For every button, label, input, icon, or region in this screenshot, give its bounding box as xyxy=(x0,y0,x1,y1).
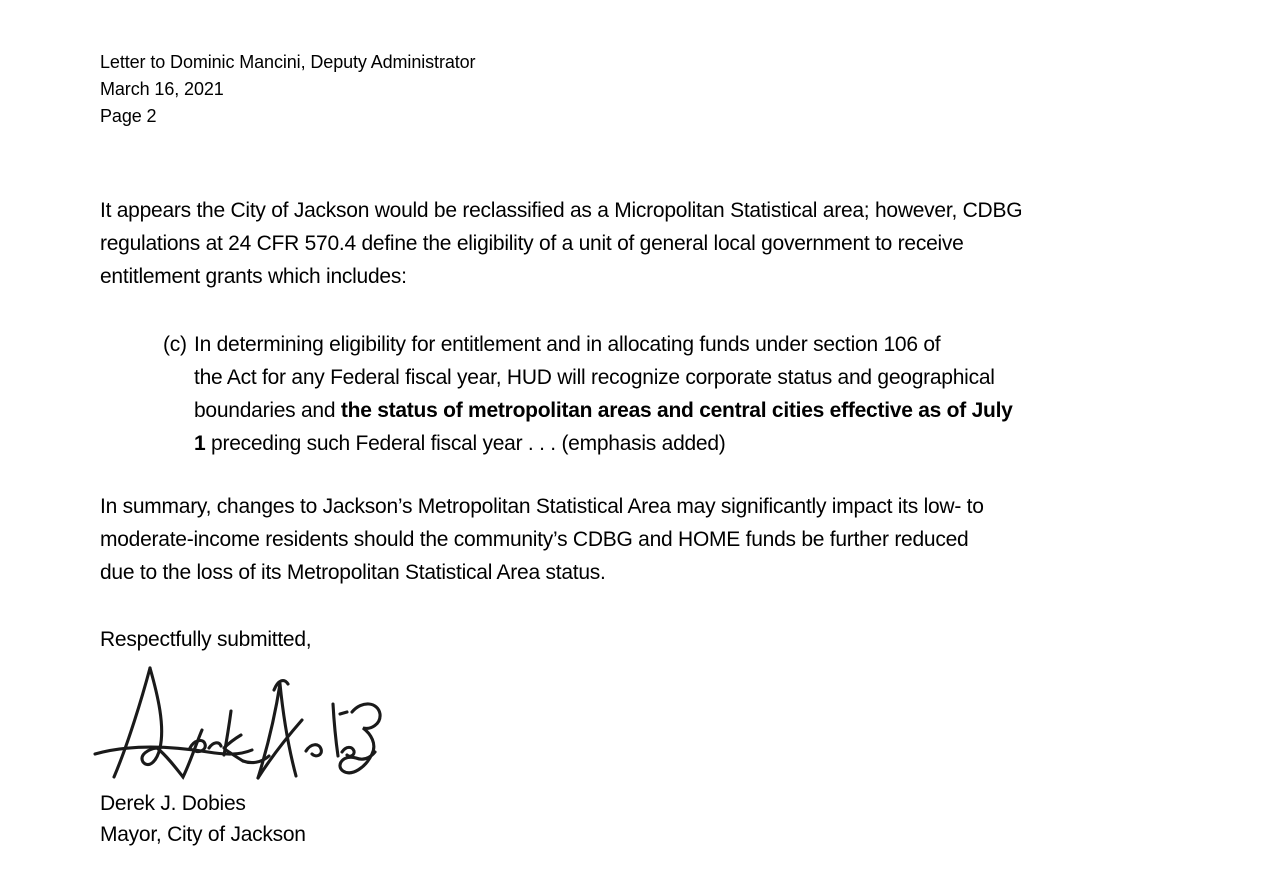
text-line xyxy=(194,328,1013,361)
page-number-line: Page 2 xyxy=(100,106,157,126)
text-line xyxy=(194,361,1013,394)
letter-header xyxy=(100,49,475,130)
recipient-line: Letter to Dominic Mancini, Deputy Administrator xyxy=(100,52,476,72)
plain-text: the Act for any Federal fiscal year, HUD will recognize corporate status and geographical xyxy=(194,366,995,389)
emphasized-text: 1 xyxy=(194,432,206,455)
text-line: due to the loss of its Metropolitan Statistical Area status. xyxy=(100,561,606,584)
closing-salutation: Respectfully submitted, xyxy=(100,628,312,651)
text-line: It appears the City of Jackson would be reclassified as a Micropolitan Statistical area; however, CDBG xyxy=(100,199,1023,222)
signature-ink xyxy=(90,656,396,792)
signer-title: Mayor, City of Jackson xyxy=(100,823,306,846)
text-line: regulations at 24 CFR 570.4 define the eligibility of a unit of general local government to receive xyxy=(100,232,964,255)
quote-text xyxy=(194,328,1013,460)
emphasized-text: the status of metropolitan areas and central cities effective as of July xyxy=(340,399,1013,422)
quote-marker: (c) xyxy=(163,333,187,356)
date-line: March 16, 2021 xyxy=(100,79,224,99)
text-line xyxy=(194,427,1013,460)
plain-text: preceding such Federal fiscal year . . . (emphasis added) xyxy=(205,432,726,455)
regulation-quote xyxy=(163,328,1013,460)
summary-paragraph xyxy=(100,490,984,589)
signer-name: Derek J. Dobies xyxy=(100,792,246,815)
derek-dobies-signature-image xyxy=(90,656,396,792)
text-line: moderate-income residents should the community’s CDBG and HOME funds be further reduced xyxy=(100,528,969,551)
plain-text: boundaries and xyxy=(194,399,341,422)
text-line xyxy=(194,394,1013,427)
opening-paragraph xyxy=(100,194,1022,293)
text-line: In summary, changes to Jackson’s Metropolitan Statistical Area may significantly impact its low- to xyxy=(100,495,984,518)
plain-text: In determining eligibility for entitlement and in allocating funds under section 106 of xyxy=(194,333,941,356)
signer-block xyxy=(100,788,306,850)
text-line: entitlement grants which includes: xyxy=(100,265,407,288)
